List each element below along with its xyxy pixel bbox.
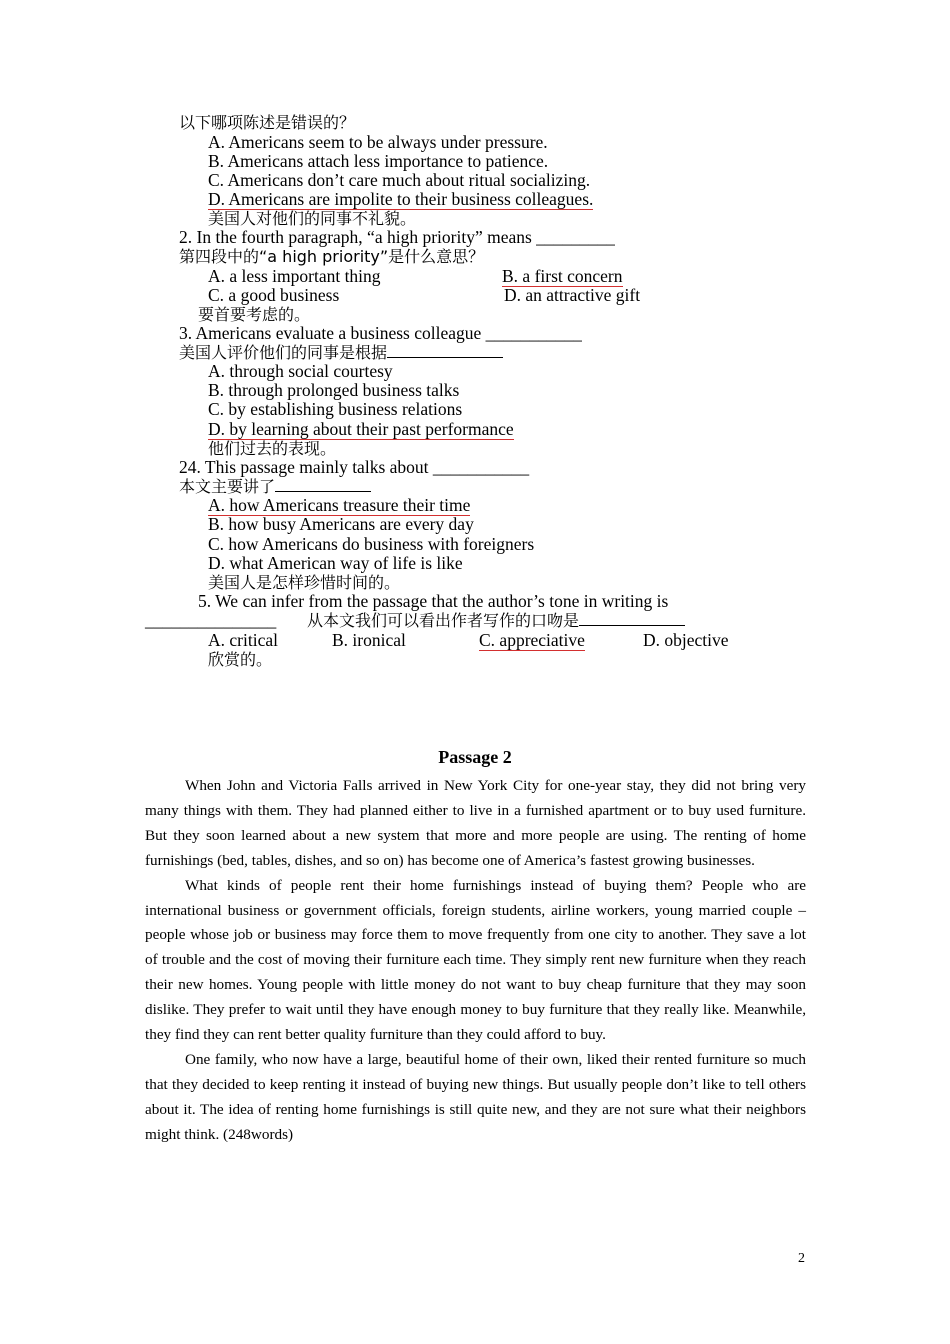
q2-option-b-answer: B. a first concern [502,266,623,286]
q4-answer-blank [275,490,371,492]
q2-option-d: D. an attractive gift [504,285,641,305]
q3-option-b: B. through prolonged business talks [208,380,460,400]
q5-option-b: B. ironical [332,630,406,650]
q4-option-a-answer: A. how Americans treasure their time [208,495,471,515]
q5-option-a: A. critical [208,630,278,650]
passage-2-body [145,774,806,1148]
q3-answer-blank [387,356,503,358]
q3-option-d-answer: D. by learning about their past performance [208,419,514,439]
q1-prompt-zh: 以下哪项陈述是错误的？ [179,113,356,132]
q4-option-d: D. what American way of life is like [208,553,463,573]
q2-question: 2. In the fourth paragraph, “a high priority” means _________ [179,227,615,247]
q3-question-zh: 美国人评价他们的同事是根据 [179,343,388,362]
passage-paragraph-2: What kinds of people rent their home furnishings instead of buying them? People who are international business or government officials, foreign students, airline workers, young married couple – people whose job or business may force them to move frequently from one city to another. They save a lot of trouble and the cost of moving their furniture each time. They simply rent new furniture when they reach their new homes. Young people with little money do not want to buy cheap furniture that they may soon dislike. They prefer to wait until they have enough money to buy furniture that they really like. Meanwhile, they find they can rent better quality furniture than they could afford to buy. [145,876,806,1044]
passage-paragraph-3: One family, who now have a large, beautiful home of their own, liked their rented furniture so much that they decided to keep renting it instead of buying new things. But usually people don’t like to tell others about it. The idea of renting home furnishings is still quite new, and they are not sure what their neighbors might think. (248words) [145,1050,806,1143]
q1-note-zh: 美国人对他们的同事不礼貌。 [208,209,417,228]
q5-option-c-answer: C. appreciative [479,630,585,650]
q2-question-zh: 第四段中的“a high priority”是什么意思？ [179,247,485,266]
q5-note-zh: 欣赏的。 [208,650,273,669]
q3-note-zh: 他们过去的表现。 [208,439,337,458]
passage-paragraph-1: When John and Victoria Falls arrived in New York City for one-year stay, they did not bring very many things with them. They had planned either to live in a furnished apartment or to buy used furniture. But they soon learned about a new system that more and more people are using. The renting of home furnishings (bed, tables, dishes, and so on) has become one of America’s fastest growing businesses. [145,777,806,869]
q4-question: 24. This passage mainly talks about ___________ [179,457,530,477]
q4-question-zh: 本文主要讲了 [179,477,276,496]
passage-2-title: Passage 2 [438,747,512,767]
q1-option-d-answer: D. Americans are impolite to their business colleagues. [208,189,594,209]
q4-option-b: B. how busy Americans are every day [208,514,474,534]
q4-option-c: C. how Americans do business with foreigners [208,534,535,554]
q1-option-b: B. Americans attach less importance to patience. [208,151,549,171]
q3-option-c: C. by establishing business relations [208,399,463,419]
q5-option-d: D. objective [643,630,729,650]
q5-question-zh: 从本文我们可以看出作者写作的口吻是 [307,611,580,630]
q5-answer-blank [579,624,685,626]
q2-option-a: A. a less important thing [208,266,381,286]
q1-option-c: C. Americans don’t care much about ritual socializing. [208,170,591,190]
q2-option-c: C. a good business [208,285,340,305]
q2-note-zh: 要首要考虑的。 [198,305,311,324]
page-number: 2 [798,1251,805,1266]
q5-question: 5. We can infer from the passage that the author’s tone in writing is [198,591,669,611]
q4-note-zh: 美国人是怎样珍惜时间的。 [208,573,401,592]
q3-option-a: A. through social courtesy [208,361,393,381]
q3-question: 3. Americans evaluate a business colleague ___________ [179,323,582,343]
q1-option-a: A. Americans seem to be always under pressure. [208,132,548,152]
q5-blank: _______________ [145,610,277,630]
